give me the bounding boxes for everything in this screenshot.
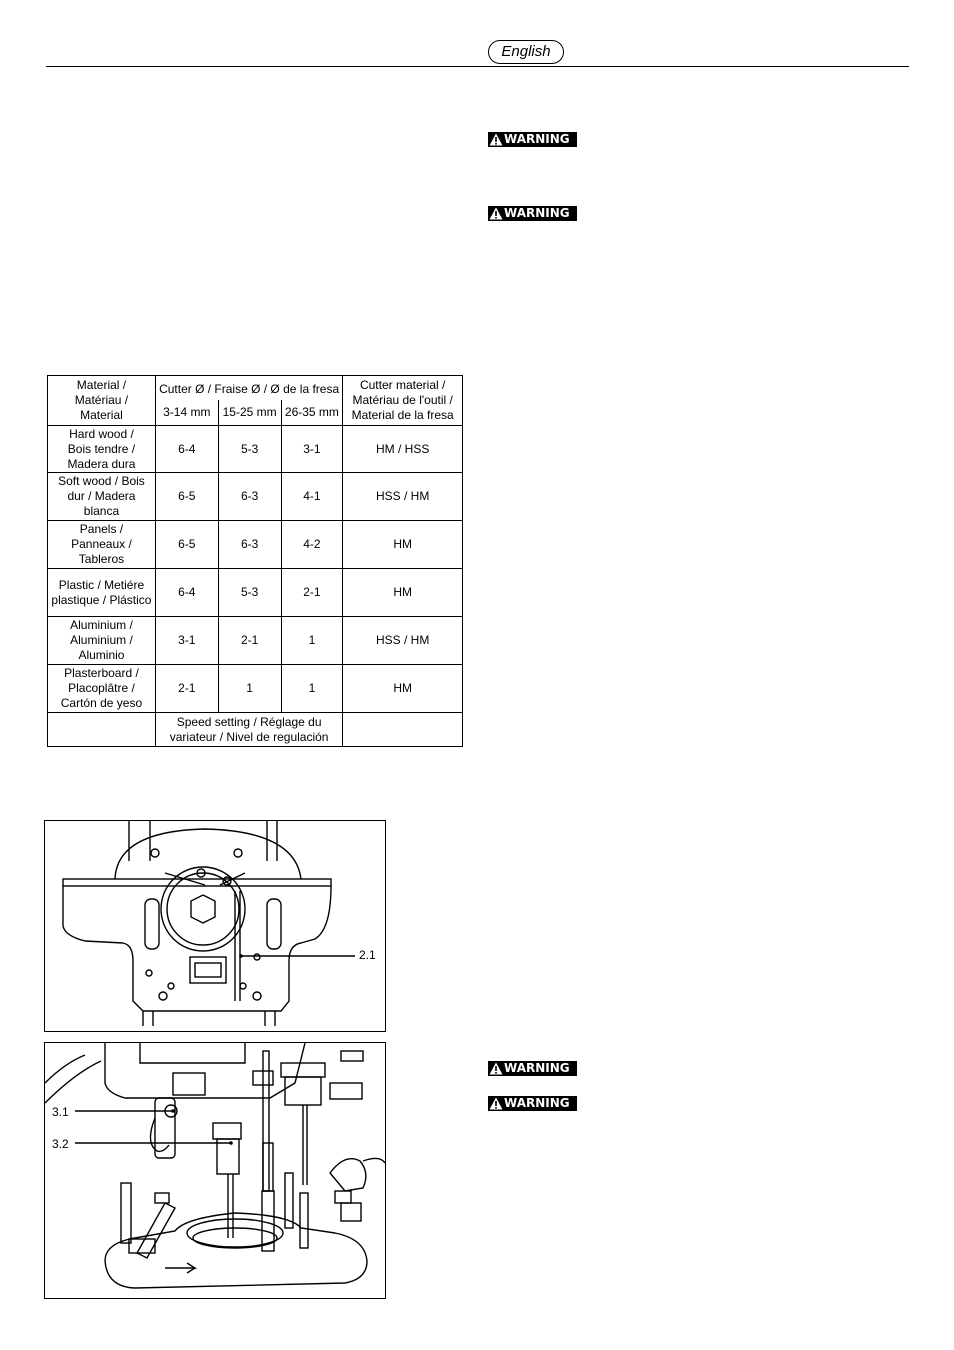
callout-3-2: 3.2: [52, 1137, 69, 1151]
header-cutter-diameter: Cutter Ø / Fraise Ø / Ø de la fresa: [155, 376, 342, 400]
header-cutter-material: Cutter material / Matériau de l'outil / Material de la fresa: [343, 376, 463, 426]
header-size: 3-14 mm: [155, 400, 218, 426]
warning-triangle-icon: [489, 207, 503, 220]
callout-3-1: 3.1: [52, 1105, 69, 1119]
value-cell: 4-1: [281, 473, 343, 521]
warning-triangle-icon: [489, 1062, 503, 1075]
table-row: [48, 426, 463, 473]
table-row: [48, 665, 463, 713]
cutter-material-cell: HSS / HM: [343, 617, 463, 665]
value-cell: 3-1: [155, 617, 218, 665]
table-row: [48, 473, 463, 521]
table-row: [48, 617, 463, 665]
callout-2-1: 2.1: [359, 948, 376, 962]
value-cell: 2-1: [155, 665, 218, 713]
value-cell: 6-3: [218, 473, 281, 521]
value-cell: 1: [281, 617, 343, 665]
cutter-material-cell: HM / HSS: [343, 426, 463, 473]
table-header-row: [48, 376, 463, 400]
cutter-material-cell: HM: [343, 665, 463, 713]
warning-label: WARNING: [488, 1096, 577, 1111]
warning-triangle-icon: [489, 133, 503, 146]
material-cell: Panels / Panneaux / Tableros: [48, 521, 156, 569]
warning-label: WARNING: [488, 1061, 577, 1076]
material-cell: Plasterboard / Placoplâtre / Cartón de yeso: [48, 665, 156, 713]
material-cell: Aluminium / Aluminium / Aluminio: [48, 617, 156, 665]
header-rule: [46, 66, 909, 67]
cutter-material-cell: HM: [343, 569, 463, 617]
value-cell: 3-1: [281, 426, 343, 473]
language-badge: English: [488, 40, 564, 64]
value-cell: 5-3: [218, 426, 281, 473]
value-cell: 1: [218, 665, 281, 713]
value-cell: 6-3: [218, 521, 281, 569]
value-cell: 6-4: [155, 569, 218, 617]
speed-setting-table: [47, 375, 463, 747]
table-footer-row: [48, 713, 463, 747]
table-row: [48, 569, 463, 617]
value-cell: 6-5: [155, 521, 218, 569]
depth-stop-drawing: [45, 1043, 385, 1298]
warning-triangle-icon: [489, 1097, 503, 1110]
value-cell: 1: [281, 665, 343, 713]
table-row: [48, 521, 463, 569]
value-cell: 5-3: [218, 569, 281, 617]
speed-setting-label: Speed setting / Réglage du variateur / Nivel de regulación: [155, 713, 342, 747]
base-plate-drawing: [45, 821, 385, 1031]
warning-label: WARNING: [488, 206, 577, 221]
material-cell: Soft wood / Bois dur / Madera blanca: [48, 473, 156, 521]
header-size: 26-35 mm: [281, 400, 343, 426]
warning-label: WARNING: [488, 132, 577, 147]
figure-depth-stop: [44, 1042, 386, 1299]
value-cell: 2-1: [281, 569, 343, 617]
value-cell: 6-4: [155, 426, 218, 473]
cutter-material-cell: HM: [343, 521, 463, 569]
cutter-material-cell: HSS / HM: [343, 473, 463, 521]
figure-base-plate: [44, 820, 386, 1032]
material-cell: Hard wood / Bois tendre / Madera dura: [48, 426, 156, 473]
value-cell: 6-5: [155, 473, 218, 521]
header-size: 15-25 mm: [218, 400, 281, 426]
material-cell: Plastic / Metiére plastique / Plástico: [48, 569, 156, 617]
value-cell: 2-1: [218, 617, 281, 665]
header-material: Material / Matériau / Material: [48, 376, 156, 426]
value-cell: 4-2: [281, 521, 343, 569]
